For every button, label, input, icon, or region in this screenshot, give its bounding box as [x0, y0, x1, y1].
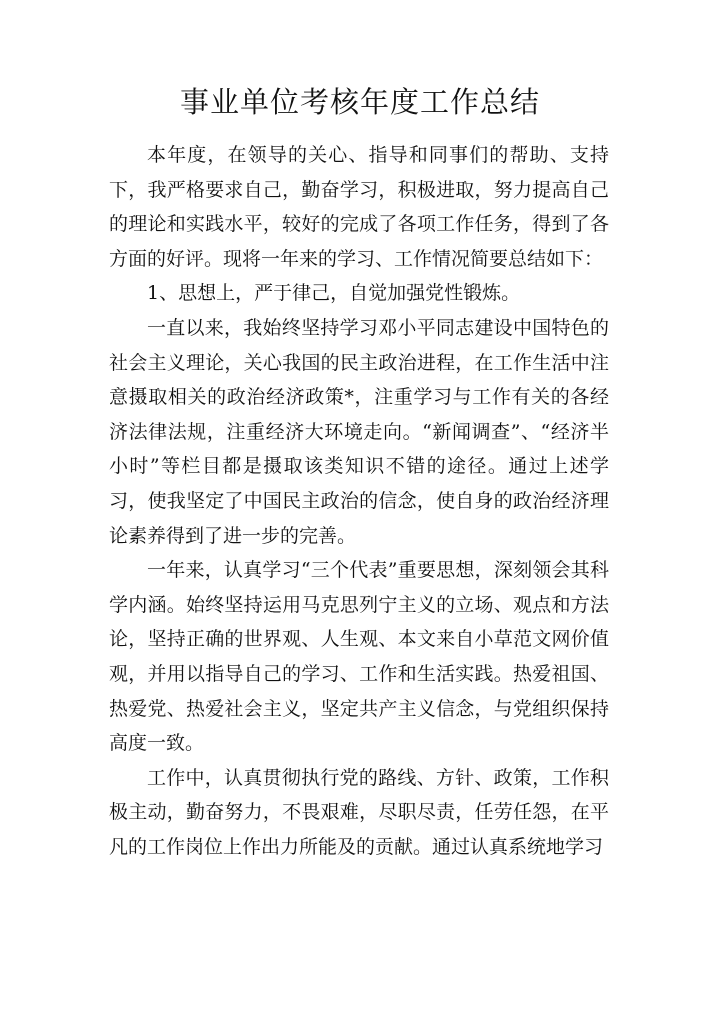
document-body: [109, 138, 609, 864]
paragraph-theory-study: 一直以来，我始终坚持学习邓小平同志建设中国特色的社会主义理论，关心我国的民主政治进程，在工作生活中注意摄取相关的政治经济政策*，注重学习与工作有关的各经济法律法规，注重经济大环境走向。“新闻调查”、“经济半小时”等栏目都是摄取该类知识不错的途径。通过上述学习，使我坚定了中国民主政治的信念，使自身的政治经济理论素养得到了进一步的完善。: [109, 316, 609, 547]
paragraph-intro: 本年度，在领导的关心、指导和同事们的帮助、支持下，我严格要求自己，勤奋学习，积极进取，努力提高自己的理论和实践水平，较好的完成了各项工作任务，得到了各方面的好评。现将一年来的学习、工作情况简要总结如下：: [109, 144, 609, 270]
paragraph-work: 工作中，认真贯彻执行党的路线、方针、政策，工作积极主动，勤奋努力，不畏艰难，尽职尽责，任劳任怨，在平凡的工作岗位上作出力所能及的贡献。通过认真系统地学习: [109, 766, 609, 858]
paragraph-heading-1: 1、思想上，严于律己，自觉加强党性锻炼。: [147, 282, 521, 305]
document-title: 事业单位考核年度工作总结: [179, 85, 540, 119]
paragraph-three-represents: 一年来，认真学习“三个代表”重要思想，深刻领会其科学内涵。始终坚持运用马克思列宁主义的立场、观点和方法论，坚持正确的世界观、人生观、本文来自小草范文网价值观，并用以指导自己的学习、工作和生活实践。热爱祖国、热爱党、热爱社会主义，坚定共产主义信念，与党组织保持高度一致。: [109, 559, 609, 755]
